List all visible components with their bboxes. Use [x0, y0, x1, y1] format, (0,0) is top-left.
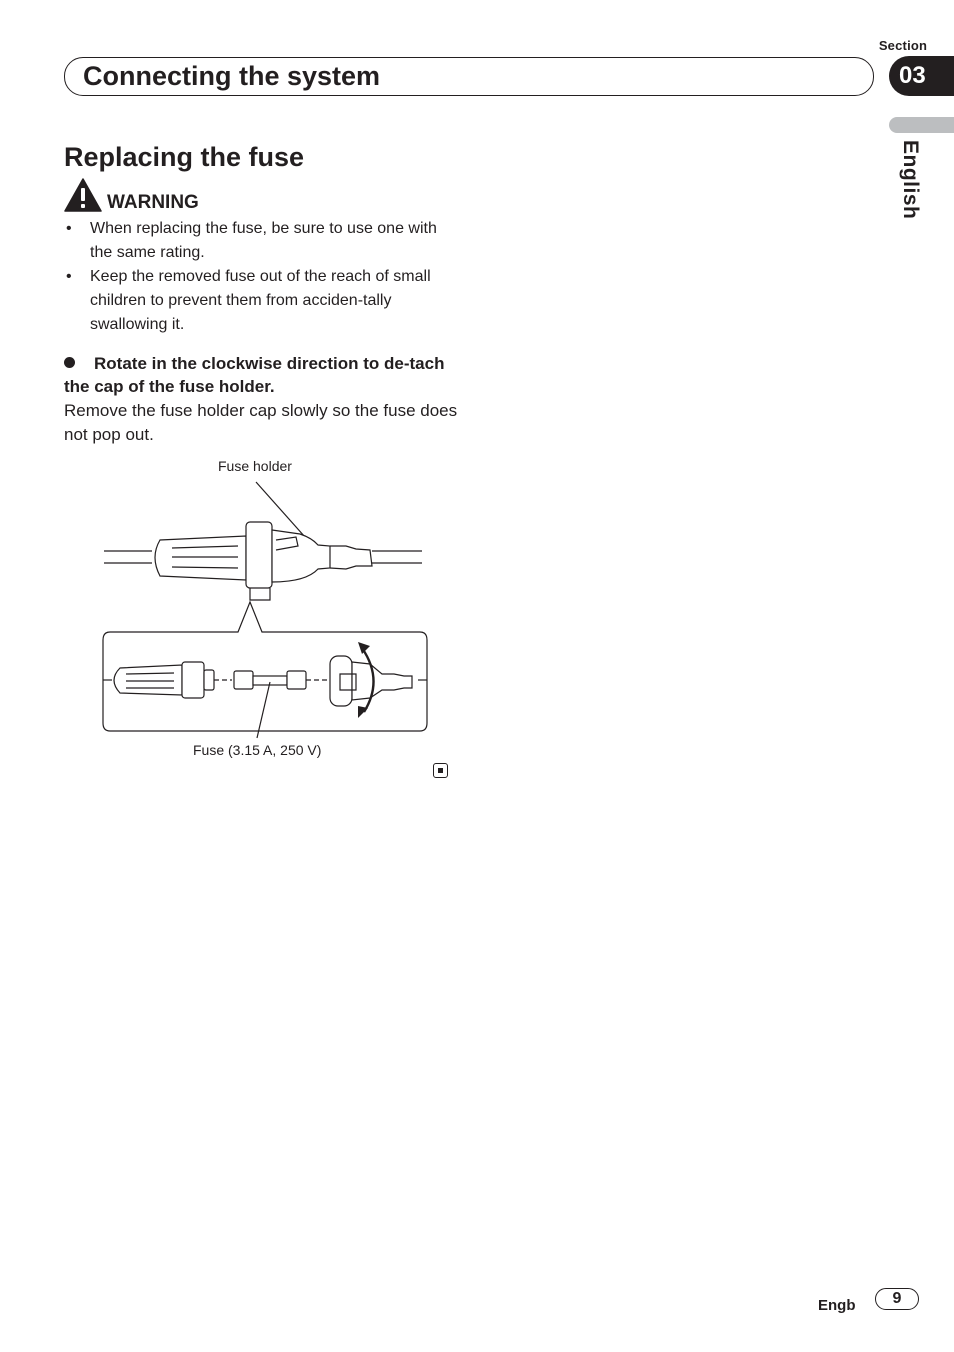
warning-item: • When replacing the fuse, be sure to use one with the same rating.: [66, 220, 437, 261]
footer-language-code: Engb: [818, 1297, 856, 1314]
warning-label: WARNING: [107, 192, 199, 213]
language-tab-label: English: [899, 140, 922, 220]
fuse-holder-base: [330, 656, 352, 706]
fuse-holder-cap: [114, 665, 182, 695]
warning-item-text: Keep the removed fuse out of the reach of small children to prevent them from acciden-tally swallowing it.: [90, 268, 431, 333]
warning-list: [64, 217, 454, 337]
fuse-holder-diagram: [95, 456, 440, 766]
fuse-end-right: [287, 671, 306, 689]
warning-item-text: When replacing the fuse, be sure to use one with the same rating.: [90, 220, 437, 261]
language-tab-bar: [889, 117, 954, 133]
step-bullet-icon: [64, 357, 75, 368]
section-label: Section: [878, 38, 928, 53]
page-number: 9: [875, 1288, 919, 1310]
fuse-holder-label: Fuse holder: [218, 458, 292, 474]
warning-triangle-icon: [64, 178, 102, 212]
warning-item: • Keep the removed fuse out of the reach of small children to prevent them from acciden-tally swallowing it.: [66, 268, 431, 333]
step-heading-text: Rotate in the clockwise direction to de-tach the cap of the fuse holder.: [64, 354, 445, 396]
section-header-box: [64, 57, 874, 96]
step-heading: [64, 352, 454, 398]
fuse-label: Fuse (3.15 A, 250 V): [193, 742, 322, 758]
fuse-holder-body: [155, 536, 246, 580]
step-body: Remove the fuse holder cap slowly so the fuse does not pop out.: [64, 401, 458, 444]
fuse-end-left: [234, 671, 253, 689]
end-of-section-icon: [433, 763, 448, 778]
section-number-badge: 03: [889, 56, 954, 96]
section-title: Connecting the system: [83, 61, 381, 91]
page-title: Replacing the fuse: [64, 142, 305, 172]
